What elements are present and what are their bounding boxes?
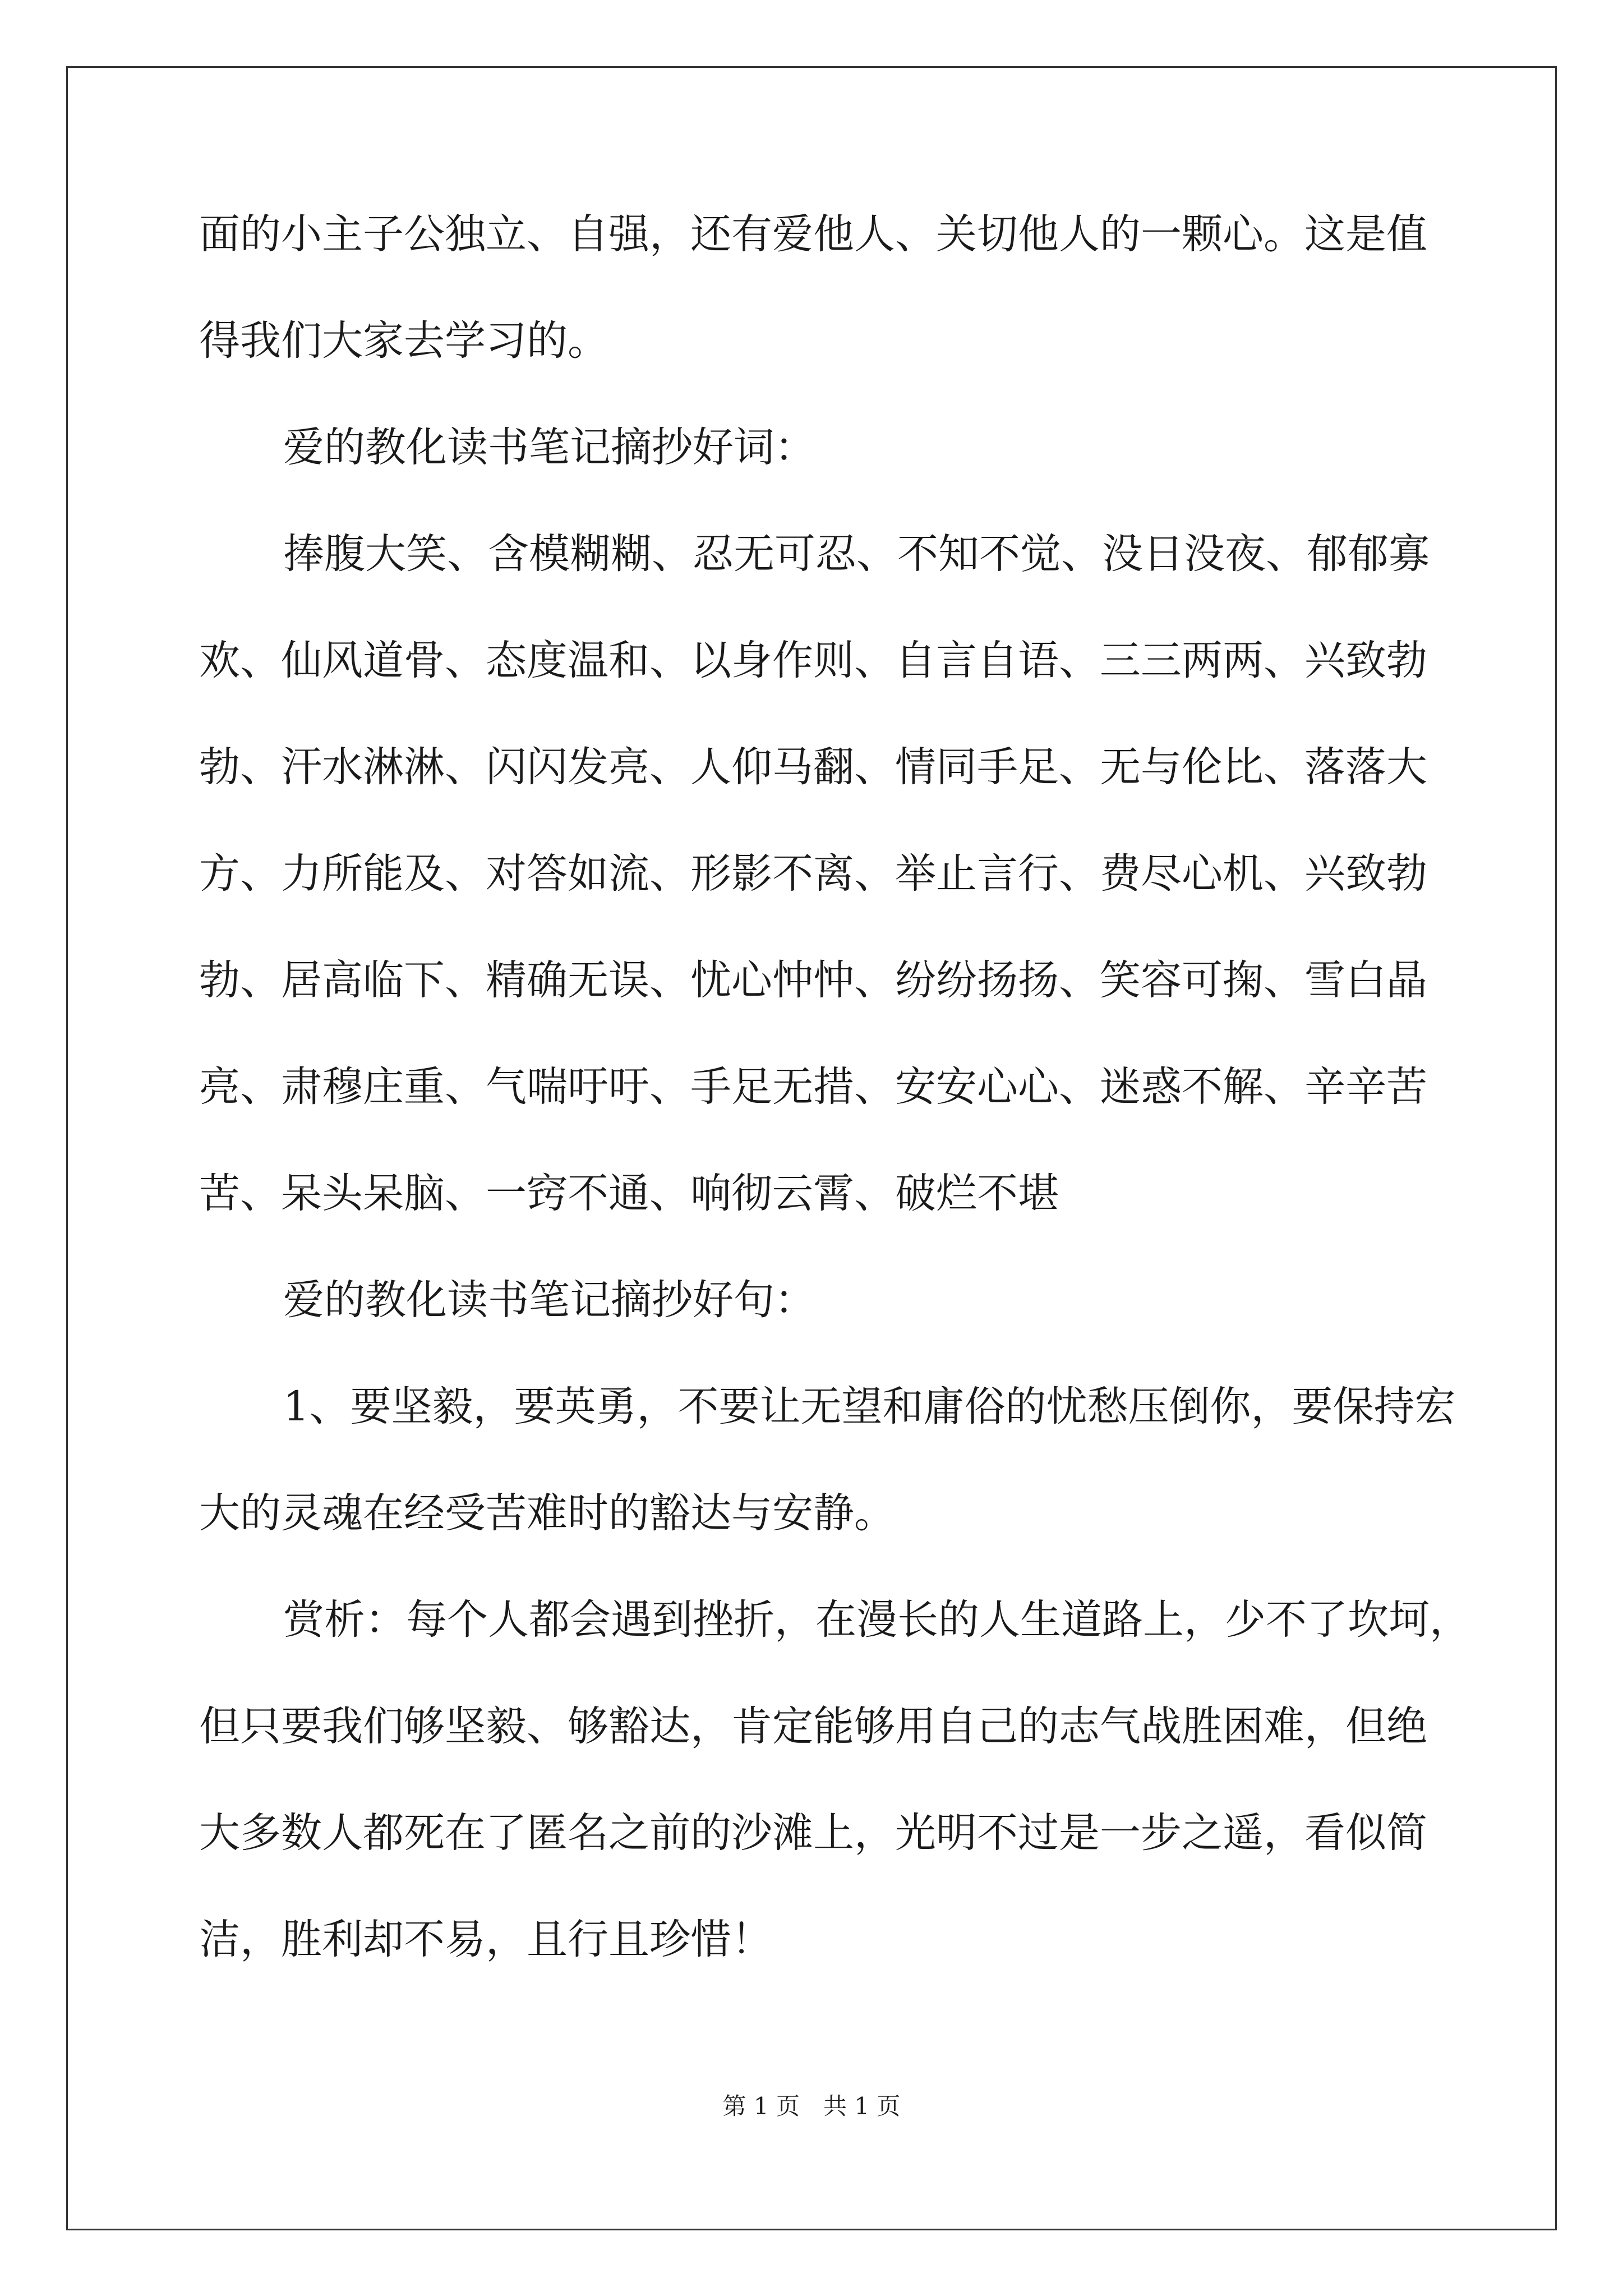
text-line: 勃、汗水淋淋、闪闪发亮、人仰马翻、情同手足、无与伦比、落落大 (199, 743, 1427, 791)
text-line: 但只要我们够坚毅、够豁达，肯定能够用自己的志气战胜困难，但绝 (199, 1703, 1427, 1750)
text-line: 大的灵魂在经受苦难时的豁达与安静。 (199, 1489, 895, 1537)
text-line: 亮、肃穆庄重、气喘吁吁、手足无措、安安心心、迷惑不解、辛辛苦 (199, 1063, 1427, 1111)
text-line: 得我们大家去学习的。 (199, 317, 608, 365)
text-line: 1、要坚毅，要英勇，不要让无望和庸俗的忧愁压倒你，要保持宏 (283, 1383, 1456, 1430)
text-line: 苦、呆头呆脑、一窍不通、响彻云霄、破烂不堪 (199, 1170, 1059, 1217)
text-line: 勃、居高临下、精确无误、忧心忡忡、纷纷扬扬、笑容可掬、雪白晶 (199, 956, 1427, 1004)
text-line: 欢、仙风道骨、态度温和、以身作则、自言自语、三三两两、兴致勃 (199, 637, 1427, 684)
text-line: 洁，胜利却不易，且行且珍惜！ (199, 1916, 772, 1963)
section-heading-sentences: 爱的教化读书笔记摘抄好句： (283, 1276, 815, 1324)
section-heading-words: 爱的教化读书笔记摘抄好词： (283, 424, 815, 471)
page-number: 第 1 页 共 1 页 (722, 2092, 901, 2120)
text-line: 面的小主子公独立、自强，还有爱他人、关切他人的一颗心。这是值 (199, 210, 1427, 258)
text-line: 大多数人都死在了匿名之前的沙滩上，光明不过是一步之遥，看似简 (199, 1809, 1427, 1857)
text-line: 赏析：每个人都会遇到挫折，在漫长的人生道路上，少不了坎坷， (283, 1596, 1470, 1644)
text-line: 捧腹大笑、含模糊糊、忍无可忍、不知不觉、没日没夜、郁郁寡 (283, 530, 1430, 578)
page-border (66, 66, 1557, 2230)
text-line: 方、力所能及、对答如流、形影不离、举止言行、费尽心机、兴致勃 (199, 850, 1427, 898)
